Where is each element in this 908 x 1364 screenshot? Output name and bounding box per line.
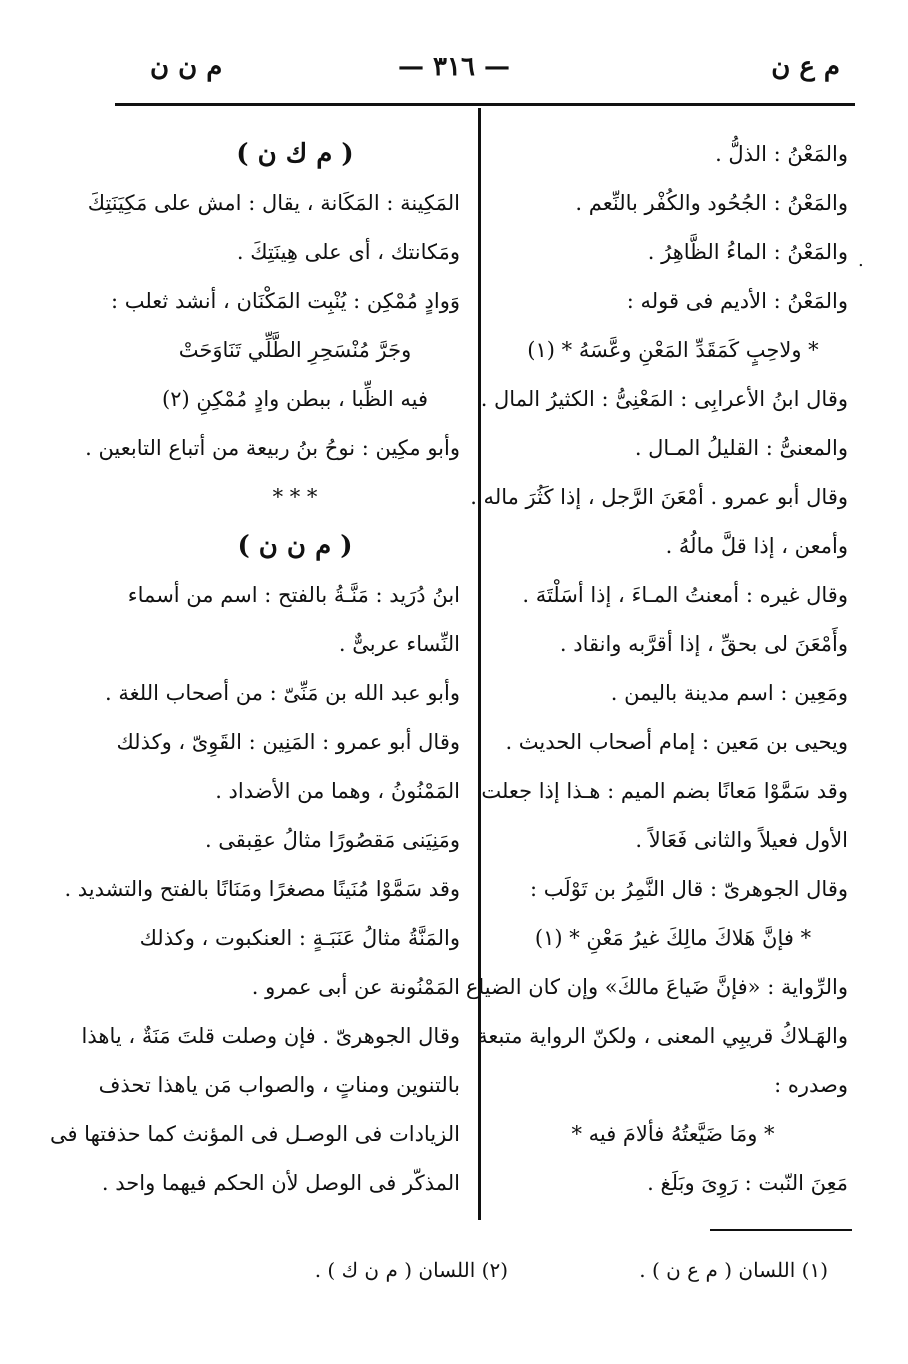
text-line: وقد سَمَّوْا مُنَينًا مصغرًا ومَنَانًا بالفتح والتشديد . (64, 877, 460, 901)
text-line: والمَعْنُ : الذلُّ . (715, 142, 848, 166)
text-line: والمَعْنُ : الجُحُود والكُفْر بالنِّعم . (575, 191, 848, 215)
left-column (49, 130, 460, 1208)
text-line: وقال أبو عمرو . أمْعَنَ الرَّجل ، إذا كَثُرَ ماله . (470, 485, 848, 509)
text-line: * فإنَّ هَلاكَ مالِكَ غيرُ مَعْنِ * (١) (534, 926, 812, 950)
footnote-2: (٢) اللسان ( م ن ك ) . (314, 1258, 508, 1282)
text-line: المَمْنُونُ ، وهما من الأضداد . (215, 779, 460, 803)
text-line: وأَمْعَنَ لى بحقِّ ، إذا أقرَّبه وانقاد . (559, 632, 848, 656)
margin-dot: . (858, 250, 864, 271)
text-line: مَعِنَ النّبت : رَوِىَ وبَلَغ . (647, 1171, 848, 1195)
text-line: المَكِينة : المَكَانة ، يقال : امش على مَكِيَنَتِكَ (87, 191, 460, 215)
text-line: والرِّواية : «فإنَّ ضَياعَ مالكَ» وإن كان الضياع (465, 975, 848, 999)
text-line: ابنُ دُرَيد : مَنَّـةُ بالفتح : اسم من أسماء (127, 583, 460, 607)
footnote-1: (١) اللسان ( م ع ن ) . (639, 1258, 828, 1282)
text-line: والمَعْنُ : الأديم فى قوله : (626, 289, 848, 313)
text-line: والمَعْنُ : الماءُ الظَّاهِرُ . (647, 240, 848, 264)
header-rule (115, 103, 855, 106)
footnote-rule (710, 1229, 852, 1231)
text-line: وقال الجوهرىّ . فإن وصلت قلتَ مَنَةٌ ، ياهذا (81, 1024, 460, 1048)
text-line: الزيادات فى الوصـل فى المؤنث كما حذفتها فى (49, 1122, 460, 1146)
text-line: فيه الظِّبا ، ببطن وادٍ مُمْكِنِ (٢) (161, 387, 429, 411)
text-line: وجَرَّ مُنْسَحِرِ الطَّلِّي تَنَاوَحَتْ (178, 338, 412, 362)
text-line: وصدره : (774, 1073, 848, 1097)
text-line: وَوادٍ مُمْكِن : يُنْبِت المَكْنَان ، أنشد ثعلب : (110, 289, 460, 313)
text-line: المَمْنُونة عن أبى عمرو . (251, 975, 460, 999)
text-line: ومَنِيَنى مَقصُورًا مثالُ عقِبقى . (204, 828, 460, 852)
text-line: والمعنىُّ : القليلُ المـال . (634, 436, 848, 460)
text-line: وقال أبو عمرو : المَنِين : القَوِىّ ، وكذلك (116, 730, 460, 754)
text-line: وأبو مكِين : نوحُ بنُ ربيعة من أتباع التابعين . (85, 436, 460, 460)
text-line: * * * (272, 485, 318, 509)
header-right-root: م ع ن (771, 52, 840, 82)
text-line: وقال الجوهرىّ : قال النَّمِرُ بن تَوْلَب : (530, 877, 848, 901)
text-line: * ومَا ضَيَّعتُهُ فألامَ فيه * (571, 1122, 775, 1146)
section-heading: ( م ن ن ) (237, 531, 353, 561)
text-line: الأول فعيلاً والثانى فَعَالاً . (635, 828, 848, 852)
text-line: وأمعن ، إذا قلَّ مالُهُ . (665, 534, 848, 558)
text-line: * ولاحِبٍ كَمَقَدِّ المَعْنِ وعَّسَهُ * (١) (527, 338, 819, 362)
section-heading: ( م ك ن ) (236, 139, 354, 169)
text-line: والهَـلاكُ قريبِي المعنى ، ولكنّ الرواية متبعة (477, 1024, 848, 1048)
text-line: والمَنَّةُ مثالُ عَنَبَـةٍ : العنكبوت ، وكذلك (139, 926, 460, 950)
text-line: وقال غيره : أمعنتُ المـاءَ ، إذا أسَلْتَهَ . (522, 583, 848, 607)
text-line: وأبو عبد الله بن مَنِّىّ : من أصحاب اللغة . (105, 681, 460, 705)
right-column (465, 130, 848, 1208)
text-line: وقد سَمَّوْا مَعانًا بضم الميم : هـذا إذا جعلت (481, 779, 848, 803)
text-line: المذكّر فى الوصل لأن الحكم فيهما واحد . (101, 1171, 460, 1195)
header-left-root: م ن ن (150, 52, 223, 82)
text-line: ويحيى بن مَعين : إمام أصحاب الحديث . (505, 730, 848, 754)
text-line: النِّساء عربىٌّ . (338, 632, 460, 656)
text-line: بالتنوين ومناتٍ ، والصواب مَن ياهذا تحذف (98, 1073, 460, 1097)
text-line: ومَعِين : اسم مدينة باليمن . (610, 681, 848, 705)
text-line: وقال ابنُ الأعرابِى : المَعْنِىُّ : الكثيرُ المال . (480, 387, 848, 411)
text-line: ومَكانتك ، أى على هِينَتِكَ . (236, 240, 460, 264)
page-number: — ٣١٦ — (397, 52, 511, 82)
